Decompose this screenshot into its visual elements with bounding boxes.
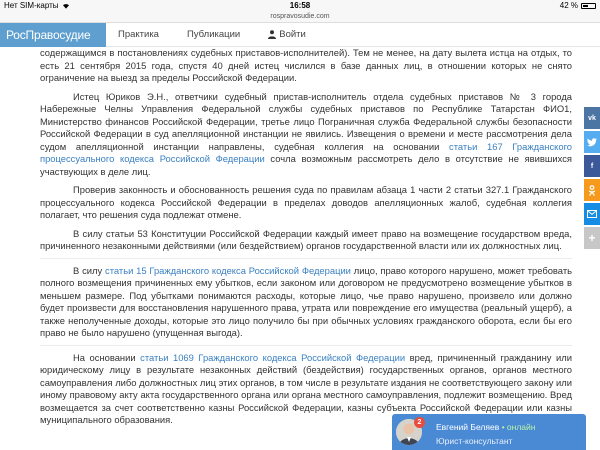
law-link-gk-15[interactable]: статьи 15 Гражданского кодекса Российской Федерации (105, 264, 351, 276)
share-vk-button[interactable] (584, 107, 600, 129)
paragraph-1: содержащимся в постановлениях судебных приставов-исполнителей). Тем не менее, на дату вылета истца на отдых, то есть 21 сентября 2015 года, спустя 40 дней истец числился в базе данных лиц, в отношении которых не снято ограничение на выезд за пределы Российской Федерации. (40, 47, 572, 83)
paragraph-2 (40, 91, 572, 179)
mail-icon (587, 210, 597, 218)
consultant-chat-widget[interactable] (392, 414, 586, 450)
carrier-label: Нет SIM-карты (4, 1, 59, 10)
site-header (0, 23, 600, 47)
vk-icon: vk (588, 114, 596, 122)
wifi-icon (62, 3, 70, 9)
consultant-role: Юрист-консультант (436, 436, 513, 446)
user-icon (268, 30, 276, 39)
law-link-gpk-167[interactable]: статьи 167 Гражданского процессуального кодекса Российской Федерации (40, 140, 572, 164)
address-bar[interactable] (0, 11, 600, 23)
paragraph-5-text: В силу (73, 264, 106, 276)
nav-practice-label: Практика (118, 29, 159, 40)
paragraph-6-text: На основании (73, 351, 141, 363)
paragraph-5-text-end: лицо, право которого нарушено, может требовать полного возмещения причиненных ему убытков, если законом или договором не предусмотрено возмещение убытков в меньшем размере. Под убытками понимаются расходы, которые лицо, чье право нарушено, произвело или должно будет произвести для восстановления нарушенного права, утрата или повреждение его имущества (реальный ущерб), а также неполученные доходы, которые это лицо получило бы при обычных условиях гражданского оборота, если бы его право не было нарушено (упущенная выгода). (40, 264, 572, 338)
paragraph-5 (40, 265, 572, 346)
facebook-icon: f (590, 162, 594, 170)
consultant-name: Евгений Беляев (436, 422, 500, 432)
share-sidebar (584, 107, 600, 251)
nav-practice[interactable] (118, 29, 159, 40)
share-mail-button[interactable] (584, 203, 600, 225)
battery-percent: 42 % (559, 1, 578, 10)
paragraph-3: Проверив законность и обоснованность решения суда по правилам абзаца 1 части 2 статьи 327.1 Гражданского процессуального кодекса Российской Федерации в пределах доводов апелляционных жалоб, судебная коллегия полагает, что решения суда подлежат отмене. (40, 184, 572, 220)
consultant-name-line (436, 422, 535, 432)
battery-fill (583, 5, 588, 7)
odnoklassniki-icon (588, 185, 596, 196)
status-time: 16:58 (289, 1, 311, 10)
plus-icon: + (588, 231, 596, 245)
paragraph-2-text: Истец Юриков Э.Н., ответчики судебный пристав-исполнитель отдела судебных приставов № 3 города Набережные Челны Управления Федеральной службы судебных приставов по Республике Татарстан ФИО1, Министерство финансов Российской Федерации, третье лицо Пограничная служба Федеральной службы безопасности Российской Федерации в суд апелляционной инстанции не явились. Извещения о времени и месте рассмотрения дела судом апелляционной инстанции направлены, судебная коллегия на основании (40, 90, 572, 152)
battery-icon (581, 3, 596, 9)
nav-publications-label: Публикации (186, 29, 241, 40)
twitter-icon (587, 138, 597, 147)
unread-badge: 2 (414, 417, 425, 428)
nav-login[interactable] (268, 29, 306, 40)
online-status: • онлайн (501, 422, 536, 432)
law-link-gk-1069[interactable]: статьи 1069 Гражданского кодекса Российской Федерации (140, 351, 406, 363)
share-twitter-button[interactable] (584, 131, 600, 153)
nav-login-label: Войти (279, 29, 306, 40)
share-facebook-button[interactable] (584, 155, 600, 177)
status-right (560, 0, 596, 11)
article-body (40, 47, 572, 433)
share-more-button[interactable] (584, 227, 600, 249)
paragraph-4: В силу статьи 53 Конституции Российской Федерации каждый имеет право на возмещение государством вреда, причиненного незаконными действиями (или бездействием) органов государственной власти или их должностных лиц. (40, 228, 572, 259)
main-nav (118, 29, 306, 40)
paragraph-2-text-end: сочла возможным рассмотреть дело в отсутствие не явившихся участвующих в деле лиц. (40, 153, 572, 177)
share-odnoklassniki-button[interactable] (584, 179, 600, 201)
paragraph-6-text-end: вред, причиненный гражданину или юридическому лицу в результате незаконных действий (бездействия) государственных органов, органов местного самоуправления либо должностных лиц этих органов, в том числе в результате издания не соответствующего закону или иному правовому акту акта государственного органа или органа местного самоуправления, подлежит возмещению. Вред возмещается за счет соответственно казны Российской Федерации, казны субъекта Российской Федерации или казны муниципального образования. (40, 351, 573, 425)
site-logo[interactable]: РосПравосудие (0, 23, 106, 47)
nav-publications[interactable] (187, 29, 240, 40)
url-text: rospravosudie.com (270, 13, 330, 20)
status-left (4, 0, 70, 11)
status-bar (0, 0, 600, 11)
